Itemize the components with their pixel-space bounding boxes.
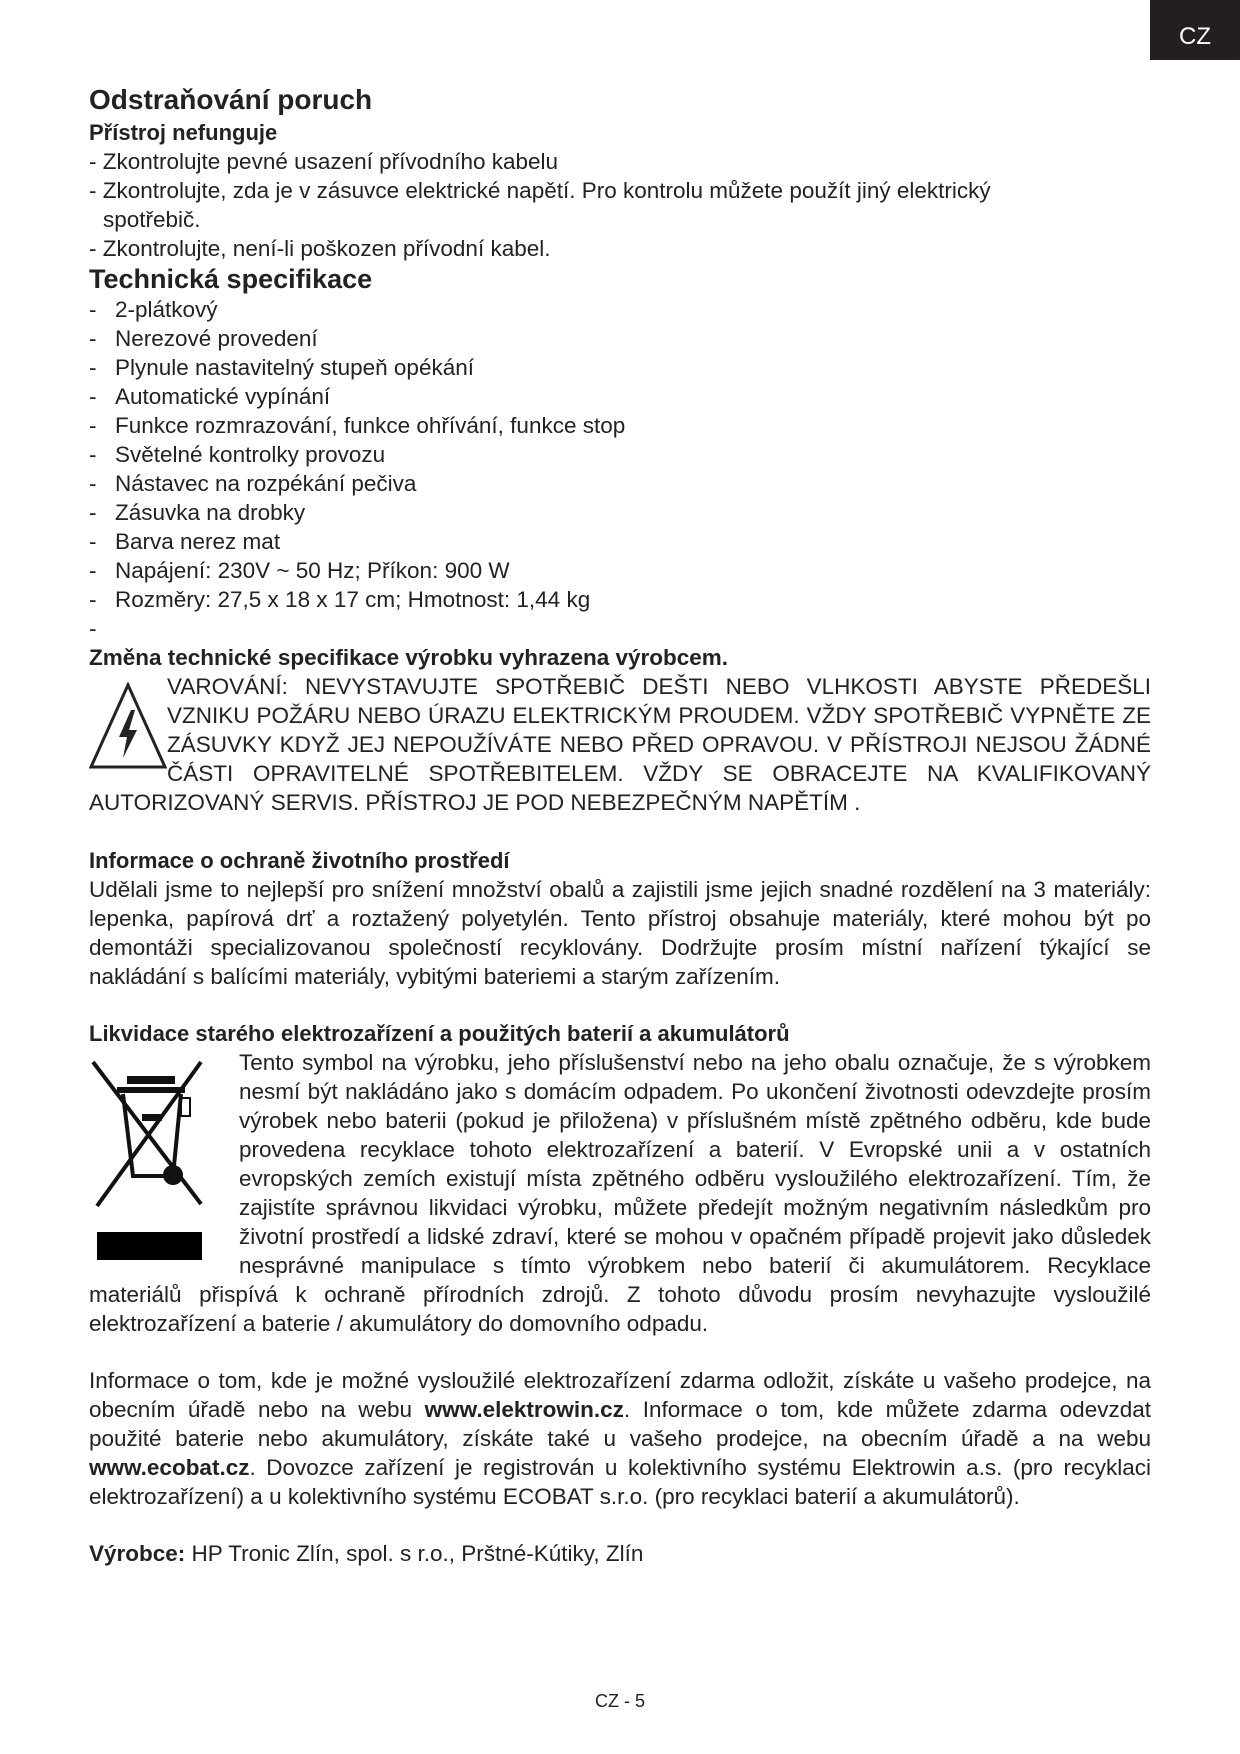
specs-section [89,263,1151,672]
disposal-title: Likvidace starého elektrozařízení a použitých baterií a akumulátorů [89,1021,790,1046]
spec-text: Automatické vypínání [115,384,331,409]
spec-item [89,614,1151,643]
dash: - [89,616,97,641]
spec-item [89,295,1151,324]
spec-item [89,411,1151,440]
page-number: CZ - 5 [594,1691,645,1711]
environment-section [89,846,1151,991]
spec-text: Barva nerez mat [115,529,281,554]
info-text: . Dovozce zařízení je registrován u kolektivního systému Elektrowin a.s. (pro recyklaci elektrozařízení) a u kolektivního systému ECOBAT s.r.o. (pro recyklaci baterií a akumulátorů). [89,1455,1151,1509]
ecobat-link[interactable]: www.ecobat.cz [89,1455,250,1480]
manufacturer-section [89,1539,1151,1568]
disposal-section [89,1019,1151,1338]
troubleshooting-line: spotřebič. [103,207,201,232]
dash: - [89,442,97,467]
troubleshooting-line: - Zkontrolujte pevné usazení přívodního kabelu [89,149,559,174]
spec-item [89,382,1151,411]
warning-section [89,672,1151,817]
spec-item [89,353,1151,382]
spec-text: Světelné kontrolky provozu [115,442,386,467]
troubleshooting-title: Odstraňování poruch [89,84,373,115]
spec-item [89,556,1151,585]
troubleshooting-line: - Zkontrolujte, zda je v zásuvce elektrické napětí. Pro kontrolu můžete použít jiný elektrický [89,178,991,203]
spec-item [89,527,1151,556]
recycling-info-section [89,1366,1151,1511]
dash: - [89,355,97,380]
specs-list [89,295,1151,643]
info-text: Informace o tom, kde je možné vysloužilé elektrozařízení zdarma odložit, získáte u vašeho prodejce, na obecním úřadě nebo na webu [89,1368,1151,1422]
warning-text: VAROVÁNÍ: NEVYSTAVUJTE SPOTŘEBIČ DEŠTI NEBO VLHKOSTI ABYSTE PŘEDEŠLI VZNIKU POŽÁRU NEBO ÚRAZU ELEKTRICKÝM PROUDEM. VŽDY SPOTŘEBIČ VYPNĚTE ZE ZÁSUVKY KDYŽ JEJ NEPOUŽÍVÁTE NEBO PŘED OPRAVOU. V PŘÍSTROJI NEJSOU ŽÁDNÉ ČÁSTI OPRAVITELNÉ SPOTŘEBITELEM. VŽDY SE OBRACEJTE NA KVALIFIKOVANÝ AUTORIZOVANÝ SERVIS. PŘÍSTROJ JE POD NEBEZPEČNÝM NAPĚTÍM . [89,674,1151,815]
crossed-out-wheelie-bin-icon [89,1054,209,1269]
spec-item [89,469,1151,498]
spec-text: Funkce rozmrazování, funkce ohřívání, funkce stop [115,413,626,438]
manufacturer-label: Výrobce: [89,1541,186,1566]
dash: - [89,471,97,496]
disposal-text: Tento symbol na výrobku, jeho příslušenství nebo na jeho obalu označuje, že s výrobkem nesmí být nakládáno jako s domácím odpadem. Po ukončení životnosti odevzdejte prosím výrobek nebo baterii (pokud je přiložena) v příslušném místě zpětného odběru, kde bude provedena recyklace tohoto elektrozařízení a baterií. V Evropské unii a v ostatních evropských zemích existují místa zpětného odběru vysloužilého elektrozařízení. Tím, že zajistíte správnou likvidaci výrobku, můžete předejít možným negativním následkům pro životní prostředí a lidské zdraví, které se mohou v opačném případě projevit jako důsledek nesprávné manipulace s tímto výrobkem nebo baterií či akumulátorem. Recyklace materiálů přispívá k ochraně přírodních zdrojů. Z tohoto důvodu prosím nevyhazujte vysloužilé elektrozařízení a baterie / akumulátory do domovního odpadu. [89,1050,1151,1336]
specs-change-notice: Změna technické specifikace výrobku vyhrazena výrobcem. [89,645,729,670]
troubleshooting-section [89,82,1151,263]
dash: - [89,297,97,322]
dash: - [89,500,97,525]
spec-text: Plynule nastavitelný stupeň opékání [115,355,474,380]
environment-title: Informace o ochraně životního prostředí [89,848,510,873]
troubleshooting-line: - Zkontrolujte, není-li poškozen přívodní kabel. [89,236,551,261]
electric-hazard-triangle-icon [89,682,167,770]
specs-title: Technická specifikace [89,264,373,294]
spec-text: 2-plátkový [115,297,218,322]
spec-text: Nástavec na rozpékání pečiva [115,471,417,496]
dash: - [89,558,97,583]
troubleshooting-subtitle: Přístroj nefunguje [89,120,278,145]
document-page [89,82,1151,1568]
spec-text: Nerezové provedení [115,326,318,351]
spec-text: Napájení: 230V ~ 50 Hz; Příkon: 900 W [115,558,510,583]
environment-text: Udělali jsme to nejlepší pro snížení množství obalů a zajistili jsme jejich snadné rozdělení na 3 materiály: lepenka, papírová drť a roztažený polyetylén. Tento přístroj obsahuje materiály, které mohou být po demontáži specializovanou společností recyklovány. Dodržujte prosím místní nařízení týkající se nakládání s balícími materiály, vybitými bateriemi a starým zařízením. [89,877,1151,989]
info-text: . Informace o tom, kde můžete zdarma odevzdat použité baterie nebo akumulátory, získáte také u vašeho prodejce, na obecním úřadě a na webu [89,1397,1151,1451]
dash: - [89,384,97,409]
spec-item [89,324,1151,353]
dash: - [89,587,97,612]
spec-item [89,440,1151,469]
spec-item [89,585,1151,614]
spec-text: Zásuvka na drobky [115,500,306,525]
dash: - [89,529,97,554]
spec-item [89,498,1151,527]
language-tab: CZ [1150,0,1240,60]
dash: - [89,413,97,438]
dash: - [89,326,97,351]
spec-text: Rozměry: 27,5 x 18 x 17 cm; Hmotnost: 1,44 kg [115,587,591,612]
elektrowin-link[interactable]: www.elektrowin.cz [424,1397,624,1422]
manufacturer-value: HP Tronic Zlín, spol. s r.o., Prštné-Kútiky, Zlín [185,1541,644,1566]
